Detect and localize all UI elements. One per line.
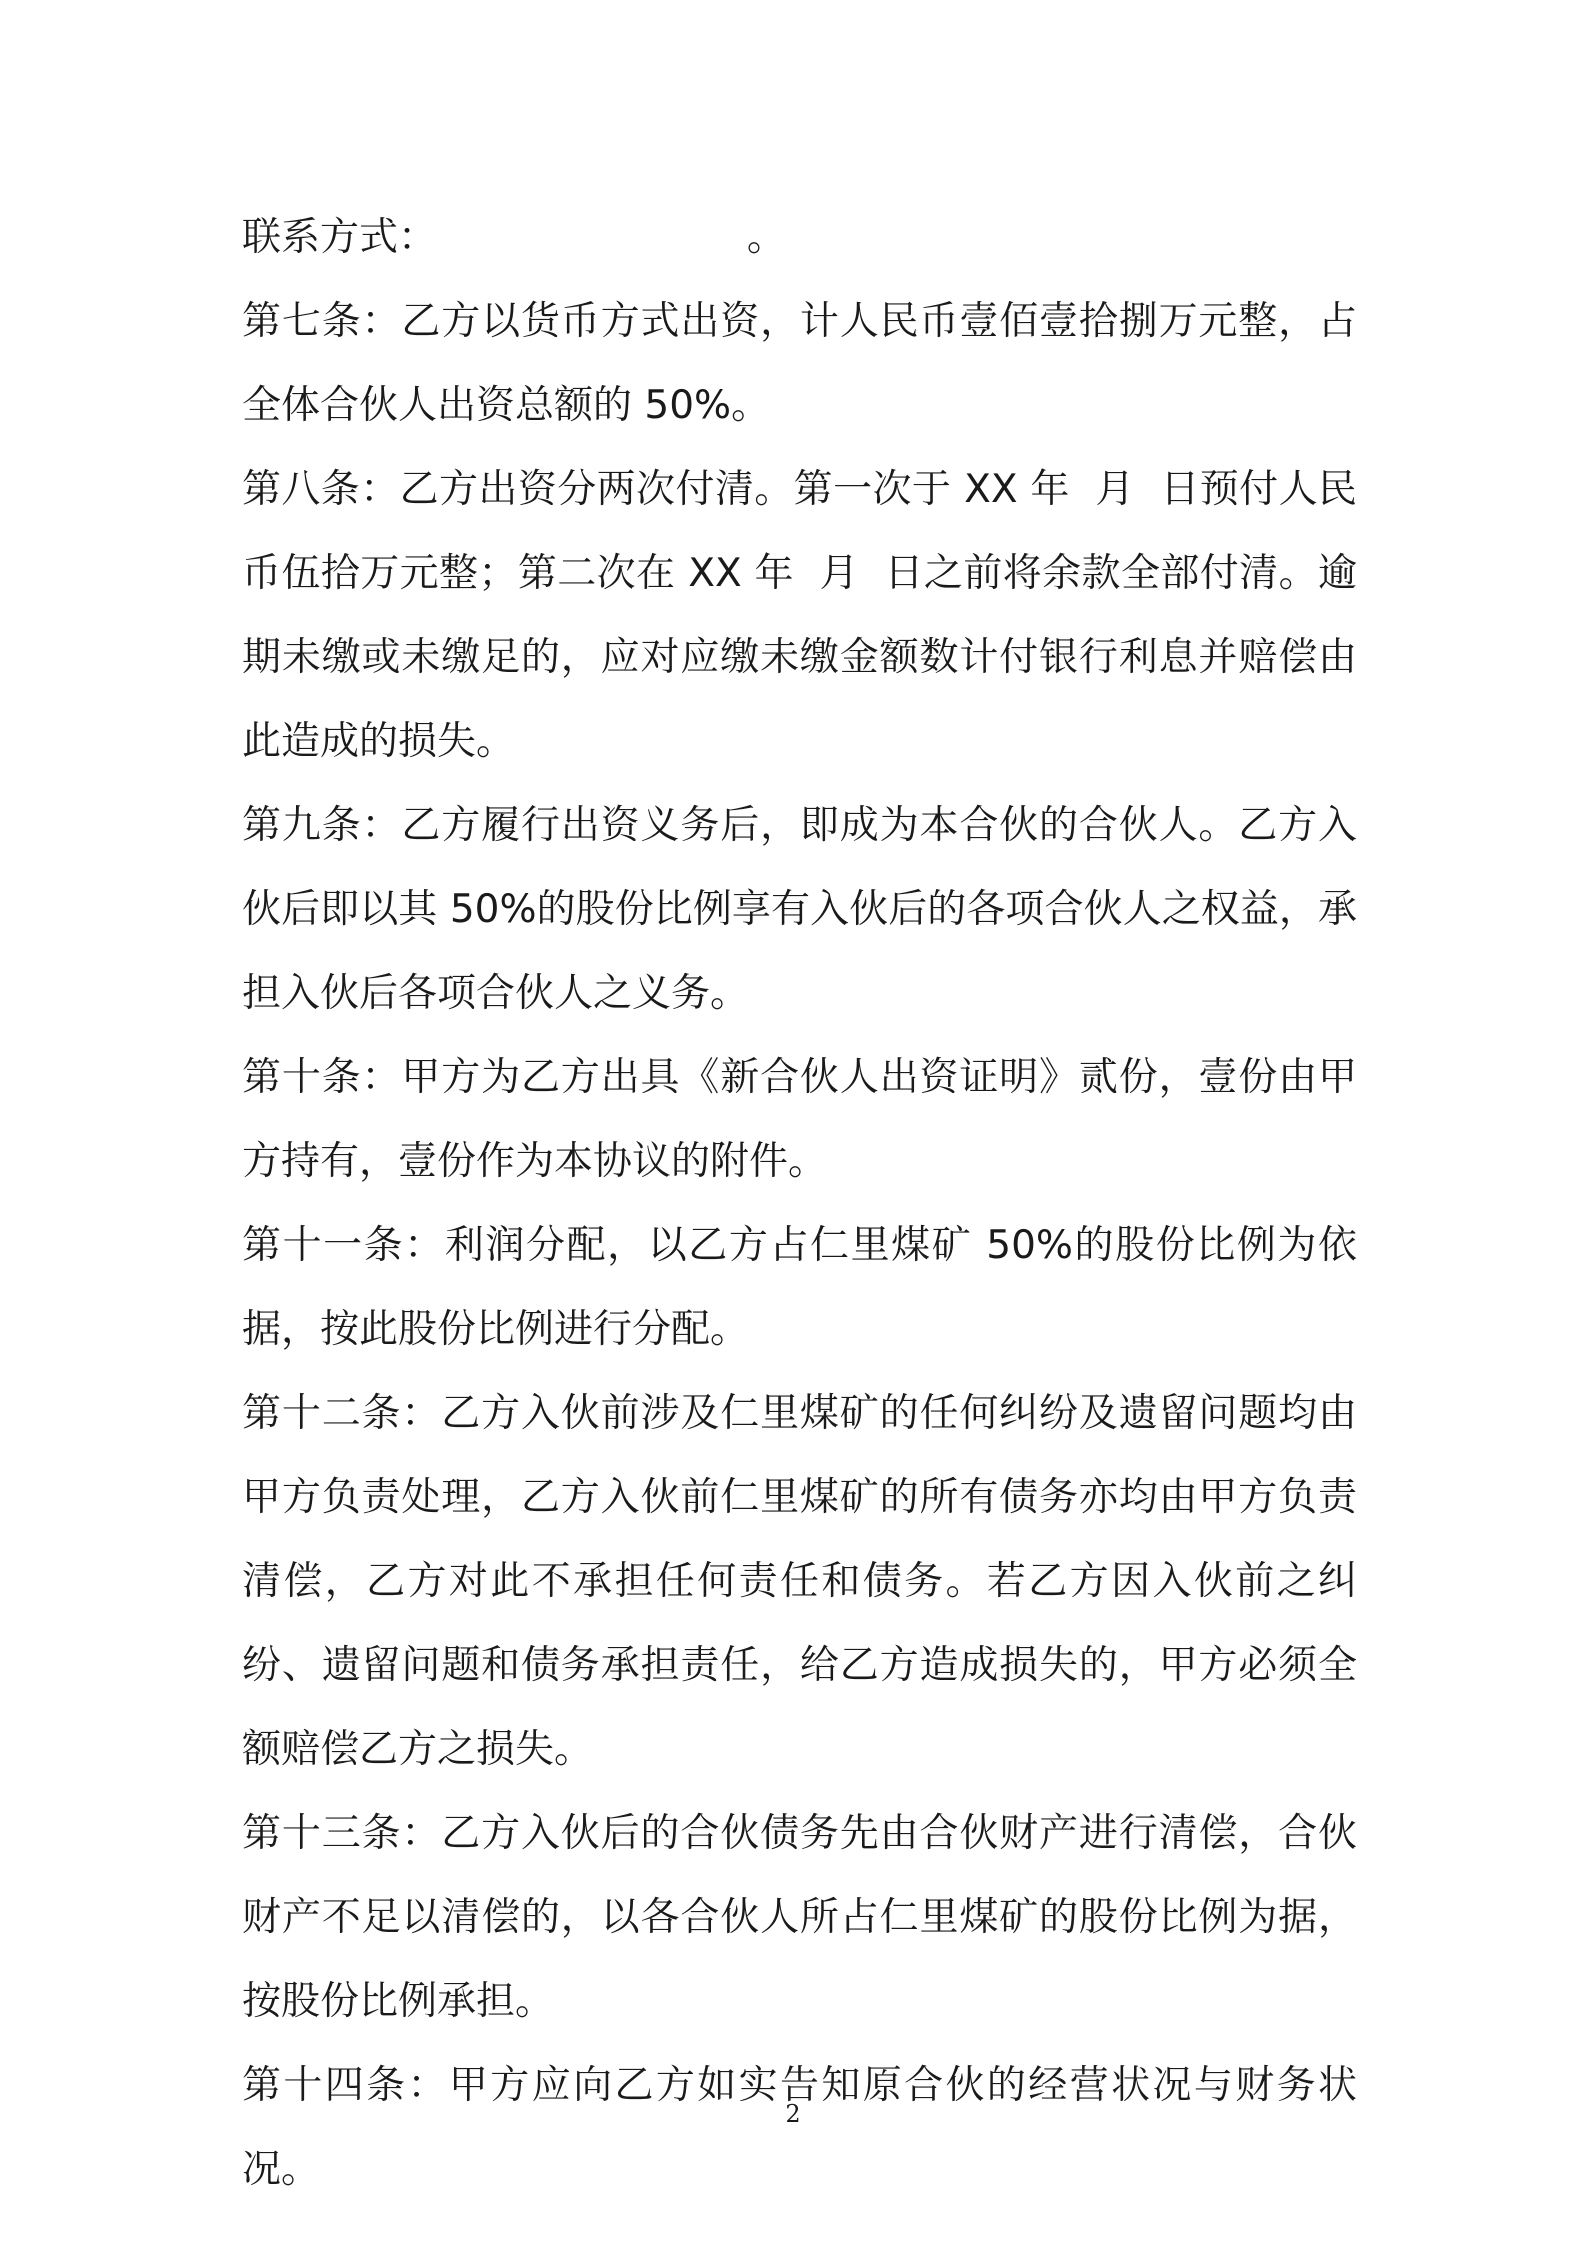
article-12: 第十二条：乙方入伙前涉及仁里煤矿的任何纠纷及遗留问题均由甲方负责处理，乙方入伙前仁里煤矿的所有债务亦均由甲方负责清偿，乙方对此不承担任何责任和债务。若乙方因入伙前之纠纷、遗留问题和债务承担责任，给乙方造成损失的，甲方必须全额赔偿乙方之损失。 [242,1391,1357,1772]
article-7: 第七条：乙方以货币方式出资，计人民币壹佰壹拾捌万元整，占全体合伙人出资总额的 50%。 [242,299,1357,428]
article-8: 第八条：乙方出资分两次付清。第一次于 XX 年 月 日预付人民币伍拾万元整；第二次在 XX 年 月 日之前将余款全部付清。逾期未缴或未缴足的，应对应缴未缴金额数计付银行利息并赔偿由此造成的损失。 [242,467,1357,764]
contact-line: 联系方式： 。 [242,215,786,260]
article-13: 第十三条：乙方入伙后的合伙债务先由合伙财产进行清偿，合伙财产不足以清偿的，以各合伙人所占仁里煤矿的股份比例为据，按股份比例承担。 [242,1811,1357,2024]
article-10: 第十条：甲方为乙方出具《新合伙人出资证明》贰份，壹份由甲方持有，壹份作为本协议的附件。 [242,1055,1357,1184]
document-body [242,196,1357,2212]
page-number: 2 [785,2100,801,2128]
article-9: 第九条：乙方履行出资义务后，即成为本合伙的合伙人。乙方入伙后即以其 50%的股份比例享有入伙后的各项合伙人之权益，承担入伙后各项合伙人之义务。 [242,803,1357,1016]
article-14: 第十四条：甲方应向乙方如实告知原合伙的经营状况与财务状况。 [242,2063,1357,2192]
article-11: 第十一条：利润分配，以乙方占仁里煤矿 50%的股份比例为依据，按此股份比例进行分配。 [242,1223,1357,1352]
